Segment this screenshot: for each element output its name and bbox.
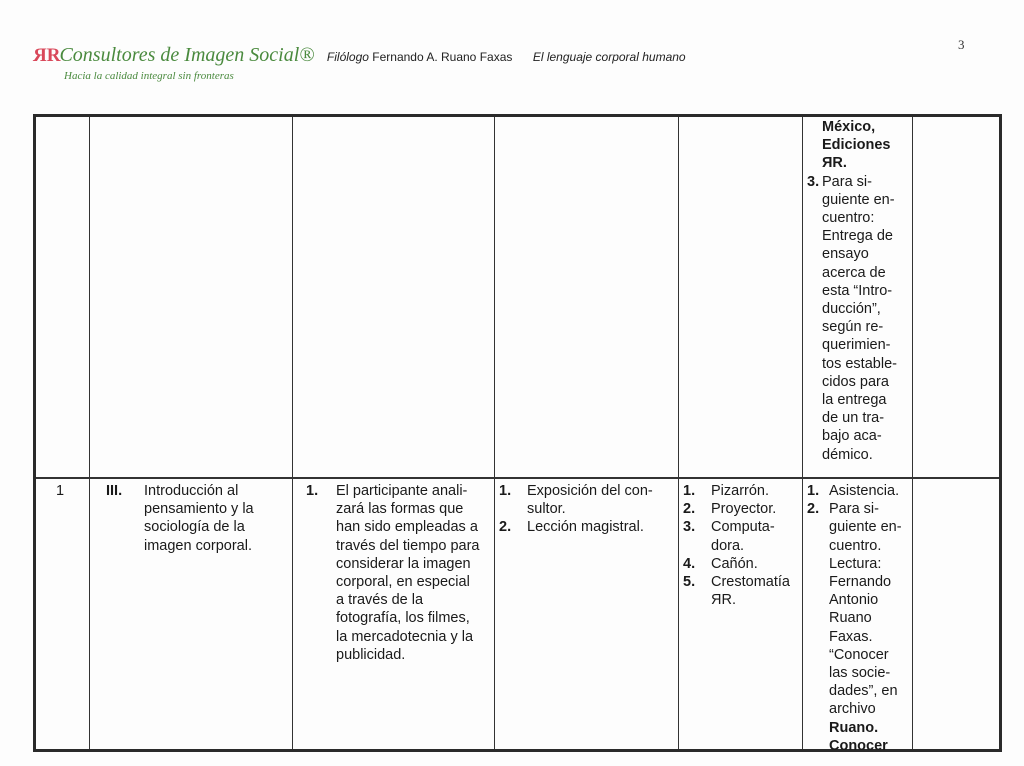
item-number: 1.	[499, 483, 512, 499]
text-line: tos estable-	[822, 355, 897, 372]
text-line: dades”, en	[829, 683, 898, 700]
book-title: El lenguaje corporal humano	[532, 50, 686, 64]
column-divider	[678, 117, 679, 749]
item-text	[527, 482, 675, 518]
item-number: 1.	[306, 483, 319, 499]
text-line: a través de la	[336, 592, 424, 609]
text-line: Crestomatía	[711, 574, 790, 591]
text-line: México,	[822, 119, 876, 135]
text-line: cuentro.	[829, 537, 882, 554]
column-divider	[494, 117, 495, 749]
column-divider	[89, 117, 90, 749]
row-number: 1	[56, 483, 65, 499]
text-line: según re-	[822, 319, 884, 336]
list-item	[683, 500, 801, 518]
text-line: cidos para	[822, 373, 889, 390]
text-line: fotografía, los filmes,	[336, 610, 470, 627]
text-line: Pizarrón.	[711, 483, 770, 499]
text-line: ЯR.	[822, 155, 847, 172]
list-item	[683, 518, 801, 554]
text-line: Faxas.	[829, 628, 873, 645]
item-text	[711, 555, 801, 573]
resources-cell	[683, 482, 801, 609]
text-line: zará las formas que	[336, 501, 464, 518]
item-number: 4.	[683, 555, 696, 572]
author-title: Filólogo	[326, 50, 369, 64]
text-line: guiente en-	[822, 191, 895, 208]
list-item	[683, 555, 801, 573]
text-line: Para si-	[822, 173, 872, 190]
list-item	[499, 482, 675, 518]
list-item	[807, 482, 909, 500]
text-line: Ruano.	[829, 719, 879, 736]
item-text	[829, 500, 909, 718]
text-line: Asistencia.	[829, 483, 900, 499]
text-line: Antonio	[829, 592, 879, 609]
text-line: cuentro:	[822, 210, 875, 227]
item-number: 1.	[683, 483, 696, 499]
rr-logo: RR	[34, 45, 60, 66]
text-line: Para si-	[829, 501, 879, 518]
item-number: 1.	[807, 483, 820, 499]
column-divider	[292, 117, 293, 749]
tagline: Hacia la calidad integral sin fronteras	[64, 70, 234, 82]
text-line: Fernando	[829, 574, 892, 591]
syllabus-table	[33, 114, 1002, 752]
list-item	[683, 482, 801, 500]
unit-cell	[106, 482, 290, 555]
text-line: han sido empleadas a	[336, 519, 478, 536]
item-text	[711, 573, 801, 609]
item-number: 5.	[683, 574, 696, 591]
text-line: ЯR.	[711, 592, 736, 609]
item-text	[711, 518, 801, 554]
text-line: Lección magistral.	[527, 519, 644, 536]
objective-cell	[306, 482, 490, 664]
text-line: considerar la imagen	[336, 555, 471, 572]
text-line: través del tiempo para	[336, 537, 480, 554]
text-line: la entrega	[822, 392, 887, 409]
brand-name: Consultores de Imagen Social®	[59, 44, 315, 66]
text-line: la mercadotecnia y la	[336, 628, 474, 645]
text-line: Introducción al	[144, 483, 239, 499]
item-number: 2.	[807, 501, 820, 518]
text-line: guiente en-	[829, 519, 902, 536]
text-line: Conocer	[829, 737, 888, 754]
text-line: Proyector.	[711, 501, 777, 518]
list-item	[683, 573, 801, 609]
text-line: publicidad.	[336, 646, 406, 663]
evaluation-cell	[807, 482, 909, 755]
document-header	[34, 44, 686, 67]
text-line: corporal, en especial	[336, 574, 470, 591]
text-line: acerca de	[822, 264, 886, 281]
text-line: sociología de la	[144, 519, 245, 536]
methods-cell	[499, 482, 675, 537]
text-line: dora.	[711, 537, 745, 554]
evaluation-cell-continued	[807, 118, 909, 464]
column-divider	[802, 117, 803, 749]
text-line: bajo aca-	[822, 428, 882, 445]
text-line: Lectura:	[829, 555, 882, 572]
item-text	[829, 482, 909, 500]
text-line: de un tra-	[822, 410, 885, 427]
item-number: 3.	[807, 173, 820, 190]
text-line: démico.	[822, 446, 873, 463]
text-line: Computa-	[711, 519, 775, 536]
page-number: 3	[958, 37, 965, 52]
text-line: Ediciones	[822, 137, 891, 154]
author-name: Fernando A. Ruano Faxas	[372, 50, 513, 64]
column-divider	[912, 117, 913, 749]
unit-numeral: III.	[106, 483, 123, 499]
text-line: imagen corporal.	[144, 537, 252, 554]
text-line: El participante anali-	[336, 483, 468, 499]
row-divider	[36, 477, 999, 479]
item-number: 2.	[683, 501, 696, 518]
text-line: Exposición del con-	[527, 483, 653, 499]
list-item	[499, 518, 675, 536]
text-line: esta “Intro-	[822, 282, 893, 299]
author	[327, 50, 512, 64]
text-line: “Conocer	[829, 646, 889, 663]
evaluation-item	[807, 173, 909, 464]
list-item	[807, 500, 909, 718]
item-number: 2.	[499, 519, 512, 536]
item-text	[711, 482, 801, 500]
text-line: Ruano	[829, 610, 872, 627]
item-number: 3.	[683, 519, 696, 536]
unit-title	[144, 482, 290, 555]
item-text	[711, 500, 801, 518]
text-line: querimien-	[822, 337, 891, 354]
text-line: Entrega de	[822, 228, 893, 245]
text-line: pensamiento y la	[144, 501, 254, 518]
text-line: ducción”,	[822, 301, 881, 318]
text-line: Cañón.	[711, 555, 758, 572]
text-line: sultor.	[527, 501, 566, 518]
text-line: ensayo	[822, 246, 869, 263]
item-text	[527, 518, 675, 536]
text-line: archivo	[829, 701, 876, 718]
text-line: las socie-	[829, 665, 891, 682]
